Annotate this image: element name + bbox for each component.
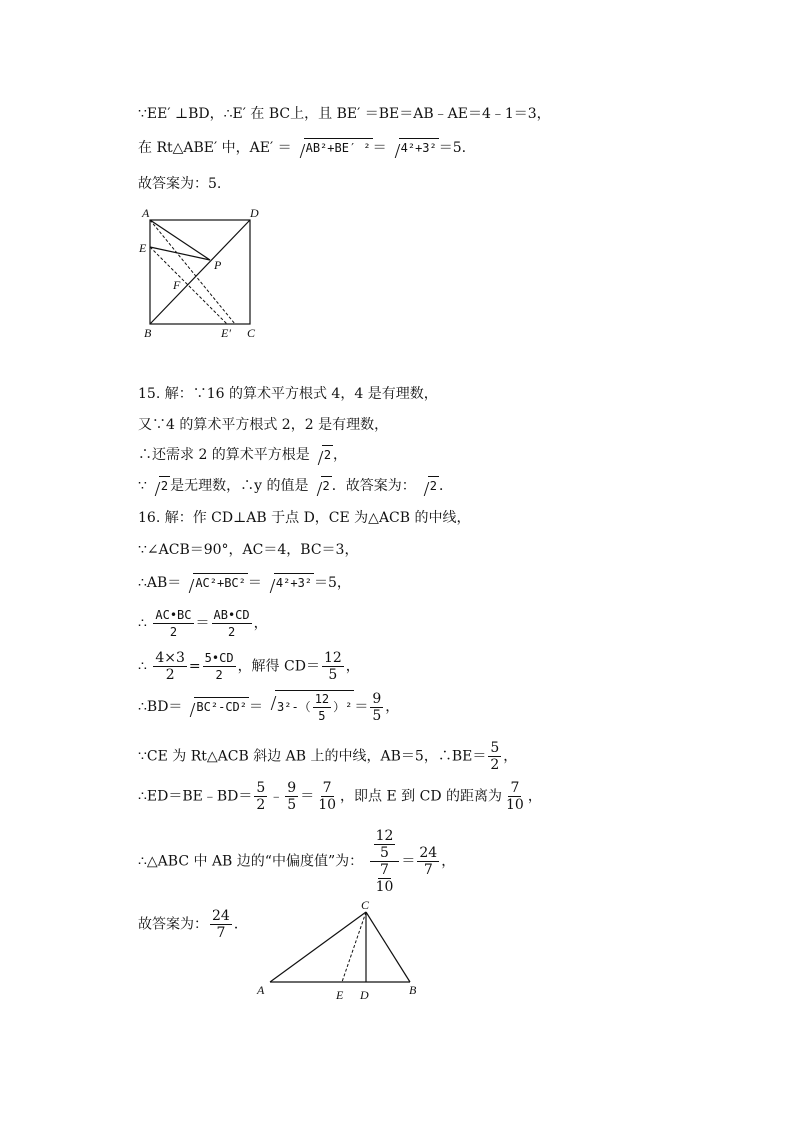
p15-line-4: ∵ 2 是无理数，∴y 的值是 2 ．故答案为： 2 ．: [138, 478, 453, 494]
label-B: B: [144, 326, 152, 340]
p16-line-3: ∴AB＝ AC²+BC² ＝ 4²+3² ＝5，: [138, 575, 351, 591]
p16-line-7: ∵CE 为 Rt△ACB 斜边 AB 上的中线，AB＝5，∴BE＝ $\frac{5}{2}$ ，: [138, 740, 518, 773]
dashed-ae2: [150, 220, 235, 324]
figure-square: [135, 203, 275, 343]
p16-answer: 故答案为： $\frac{24}{7}$ ．: [138, 908, 248, 941]
sqrt-ab-be: AB²+BE′ ²: [293, 138, 373, 158]
frac-ac-bc: $\frac{AC•BC}{2}$: [155, 608, 192, 639]
sqrt-4-3: 4²+3²: [388, 138, 439, 158]
p16-line-5: ∴ $\frac{4\times 3}{2}$ = $\frac{5•CD}{2}$ ，解得 CD＝ $\frac{12}{5}$ ，: [138, 650, 360, 683]
label-C: C: [247, 326, 256, 340]
label-E: E: [139, 241, 147, 255]
label-A: A: [257, 983, 265, 997]
label-E-prime: E′: [221, 326, 231, 340]
diagonal-bd: [150, 220, 250, 324]
label-D: D: [250, 206, 259, 220]
p16-line-9: ∴△ABC 中 AB 边的“中偏度值”为： $\frac{\frac{12}{5}}{\frac{7}{10}}$ ＝ $\frac{24}{7}$ ，: [138, 828, 456, 895]
p16-line-8: ∴ED＝BE﹣BD＝ $\frac{5}{2}$ ﹣ $\frac{9}{5}$ ＝ $\frac{7}{10}$ ，即点 E 到 CD 的距离为 $\frac{7}{10}$ ，: [138, 780, 542, 813]
label-B: B: [409, 983, 417, 997]
p14-line-2: 在 Rt△ABE′ 中，AE′ ＝ AB²+BE′ ² ＝ 4²+3² ＝5.: [138, 140, 467, 156]
figure-triangle: [250, 898, 430, 1003]
label-A: A: [142, 206, 150, 220]
compound-fraction: $\frac{\frac{12}{5}}{\frac{7}{10}}$: [370, 828, 400, 895]
label-P: P: [214, 258, 222, 272]
p15-line-2: 又∵4 的算术平方根式 2，2 是有理数，: [138, 417, 389, 433]
p14-line-1: ∵EE′ ⊥BD，∴E′ 在 BC上，且 BE′ ＝BE＝AB﹣AE＝4﹣1＝3，: [138, 106, 551, 122]
label-E: E: [336, 988, 344, 1002]
p16-line-2: ∵∠ACB＝90°，AC＝4，BC＝3，: [138, 542, 359, 558]
label-F: F: [173, 278, 181, 292]
p15-line-1: 15. 解：∵16 的算术平方根式 4，4 是有理数，: [138, 386, 438, 402]
label-D: D: [360, 988, 369, 1002]
p16-line-1: 16. 解：作 CD⊥AB 于点 D，CE 为△ACB 的中线，: [138, 510, 471, 526]
side-ac: [270, 912, 366, 982]
p14-answer: 故答案为：5.: [138, 176, 222, 192]
p16-line-4: ∴ $\frac{AC•BC}{2}$ ＝ $\frac{AB•CD}{2}$ ，: [138, 608, 268, 639]
median-ce: [342, 912, 366, 982]
frac-ab-cd: $\frac{AB•CD}{2}$: [213, 608, 250, 639]
p15-line-3: ∴还需求 2 的算术平方根是 2 ，: [138, 447, 348, 463]
p16-line-6: ∴BD＝ BC²-CD² ＝ 3²-（ $\frac{12}{5}$ ）² ＝ $\frac{9}{5}$ ，: [138, 690, 400, 724]
label-C: C: [361, 898, 370, 912]
side-bc: [366, 912, 410, 982]
